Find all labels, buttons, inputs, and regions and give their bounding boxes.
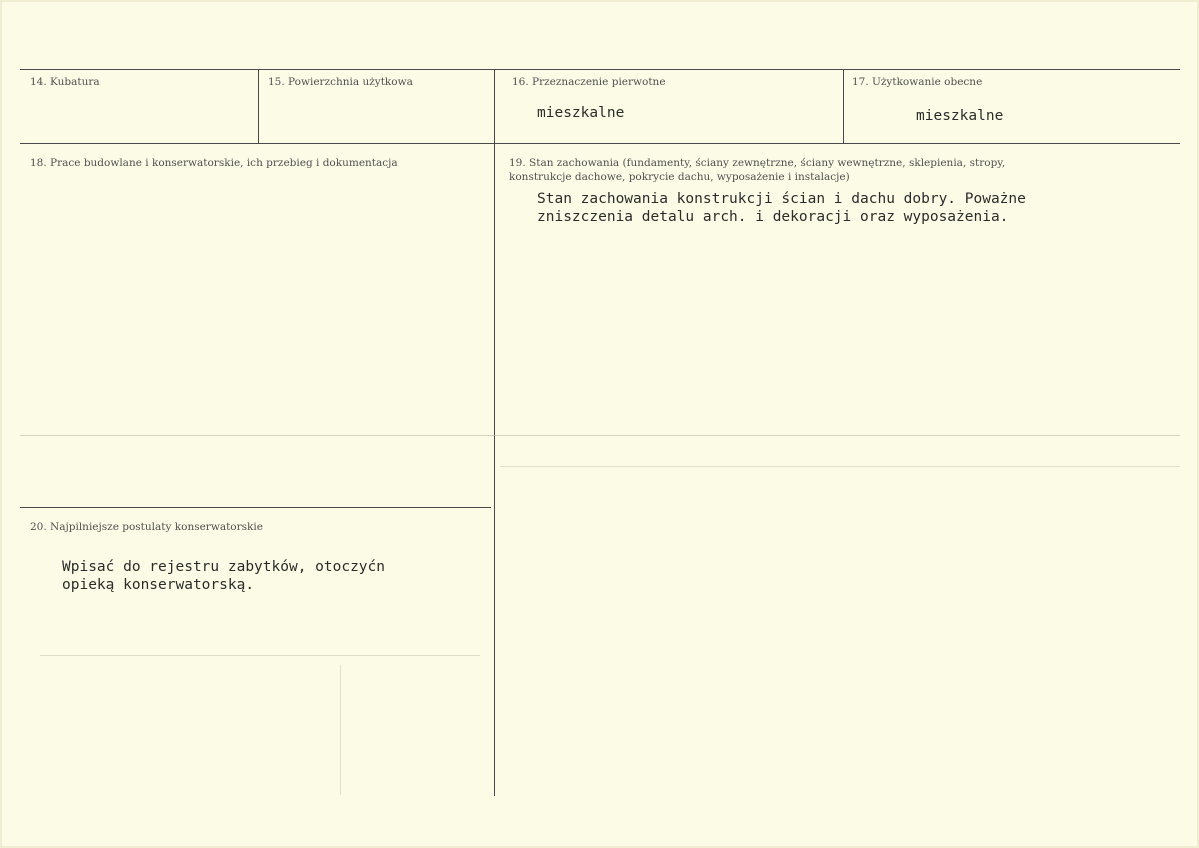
col-divider-3: [843, 70, 844, 143]
field-20-label: 20. Najpilniejsze postulaty konserwatorskie: [30, 521, 263, 533]
field-20-value-line1: Wpisać do rejestru zabytków, otoczyćn: [62, 559, 386, 575]
top-row-border: [20, 69, 1180, 70]
field-20-value-line2: opieką konserwatorską.: [62, 577, 255, 593]
field-19-value-line2: zniszczenia detalu arch. i dekoracji oraz wyposażenia.: [537, 209, 1009, 225]
col-divider-1: [258, 70, 259, 143]
guide-line: [340, 665, 341, 795]
col-divider-2: [494, 70, 495, 796]
field-19-value-line1: Stan zachowania konstrukcji ścian i dachu dobry. Poważne: [537, 191, 1026, 207]
guide-line: [40, 655, 480, 656]
guide-line: [20, 435, 1180, 436]
field-16-label: 16. Przeznaczenie pierwotne: [512, 76, 666, 88]
guide-line: [500, 466, 1180, 467]
field-19-label-line1: 19. Stan zachowania (fundamenty, ściany zewnętrzne, ściany wewnętrzne, sklepienia, stropy,: [509, 157, 1006, 169]
field-18-label: 18. Prace budowlane i konserwatorskie, ich przebieg i dokumentacja: [30, 157, 398, 169]
field-19-label-line2: konstrukcje dachowe, pokrycie dachu, wyposażenie i instalacje): [509, 171, 850, 183]
field-17-value: mieszkalne: [916, 108, 1004, 124]
row-divider-1: [20, 143, 1180, 144]
field-14-label: 14. Kubatura: [30, 76, 100, 88]
row-divider-2: [20, 507, 491, 508]
field-16-value: mieszkalne: [537, 105, 625, 121]
field-17-label: 17. Użytkowanie obecne: [852, 76, 983, 88]
field-15-label: 15. Powierzchnia użytkowa: [268, 76, 413, 88]
